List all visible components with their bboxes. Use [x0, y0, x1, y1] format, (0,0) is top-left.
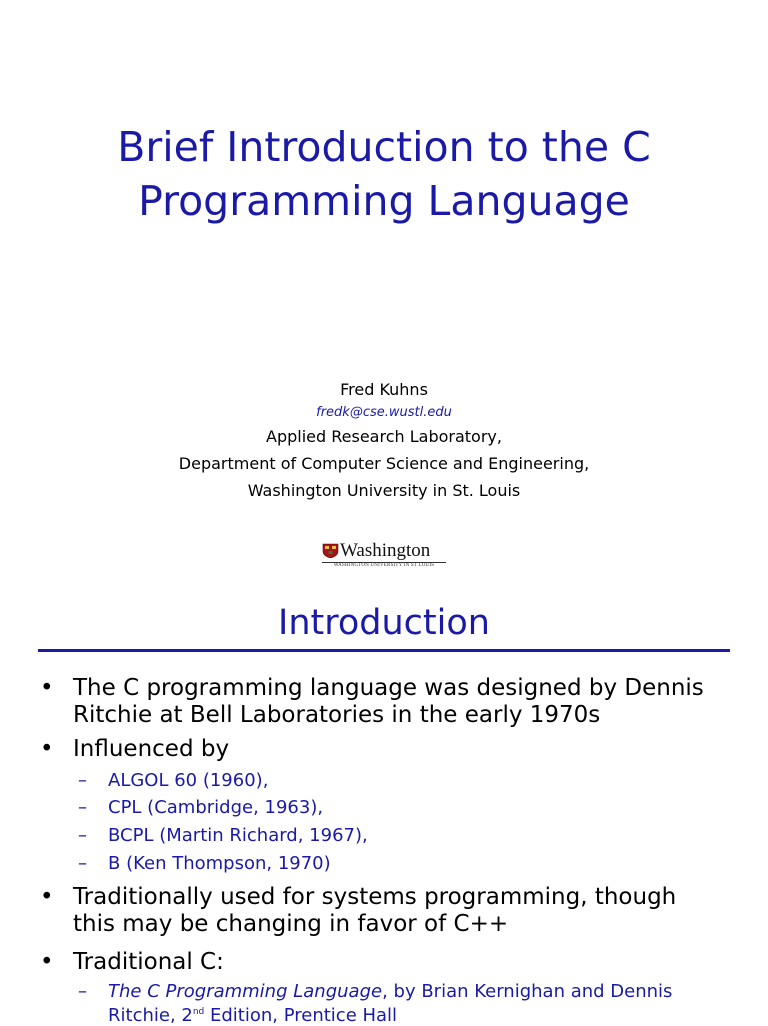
bullet-text: Ritchie at Bell Laboratories in the early 1970s: [73, 702, 601, 728]
title-underline: [38, 649, 730, 652]
university-crest-icon: [322, 543, 339, 558]
title-line-1: Brief Introduction to the C: [117, 123, 651, 171]
sub-bullet-text: CPL (Cambridge, 1963),: [108, 797, 324, 818]
bullet-text: Influenced by: [73, 736, 230, 762]
sub-bullet-text: , by Brian Kernighan and Dennis: [382, 981, 673, 1002]
affiliation-line-3: Washington University in St. Louis: [247, 481, 521, 500]
bullet-text: this may be changing in favor of C++: [73, 911, 509, 937]
dash-glyph: –: [78, 770, 87, 791]
sub-bullet-text: BCPL (Martin Richard, 1967),: [108, 825, 368, 846]
bullet-text: Traditionally used for systems programming, though: [73, 884, 677, 910]
sub-bullet-text: B (Ken Thompson, 1970): [108, 853, 331, 874]
title-line-2: Programming Language: [138, 177, 630, 225]
logo-subline: WASHINGTON UNIVERSITY IN ST LOUIS: [333, 563, 435, 568]
washington-university-logo: [322, 541, 446, 571]
sub-bullet-text: Edition, Prentice Hall: [204, 1005, 398, 1026]
logo-wordmark: Washington: [340, 540, 431, 561]
sub-bullet-text: ALGOL 60 (1960),: [108, 770, 269, 791]
dash-glyph: –: [78, 853, 87, 874]
dash-glyph: –: [78, 825, 87, 846]
slide2-title: Introduction: [278, 603, 490, 643]
affiliation-line-1: Applied Research Laboratory,: [266, 427, 502, 446]
author-block: [0, 376, 768, 504]
author-name: Fred Kuhns: [340, 380, 428, 399]
sub-bullet-text: Ritchie, 2: [108, 1005, 193, 1026]
bullet-text: The C programming language was designed by Dennis: [73, 675, 704, 701]
bullet-glyph: •: [40, 884, 54, 910]
bullet-text: Traditional C:: [73, 949, 224, 975]
book-title: The C Programming Language: [108, 981, 383, 1002]
superscript: nd: [192, 1007, 205, 1017]
bullet-glyph: •: [40, 736, 54, 762]
bullet-glyph: •: [40, 949, 54, 975]
dash-glyph: –: [78, 797, 87, 818]
dash-glyph: –: [78, 981, 87, 1002]
affiliation-line-2: Department of Computer Science and Engineering,: [178, 454, 590, 473]
slide1-title: [0, 120, 768, 228]
bullet-glyph: •: [40, 675, 54, 701]
author-email-link[interactable]: fredk@cse.wustl.edu: [316, 405, 452, 420]
